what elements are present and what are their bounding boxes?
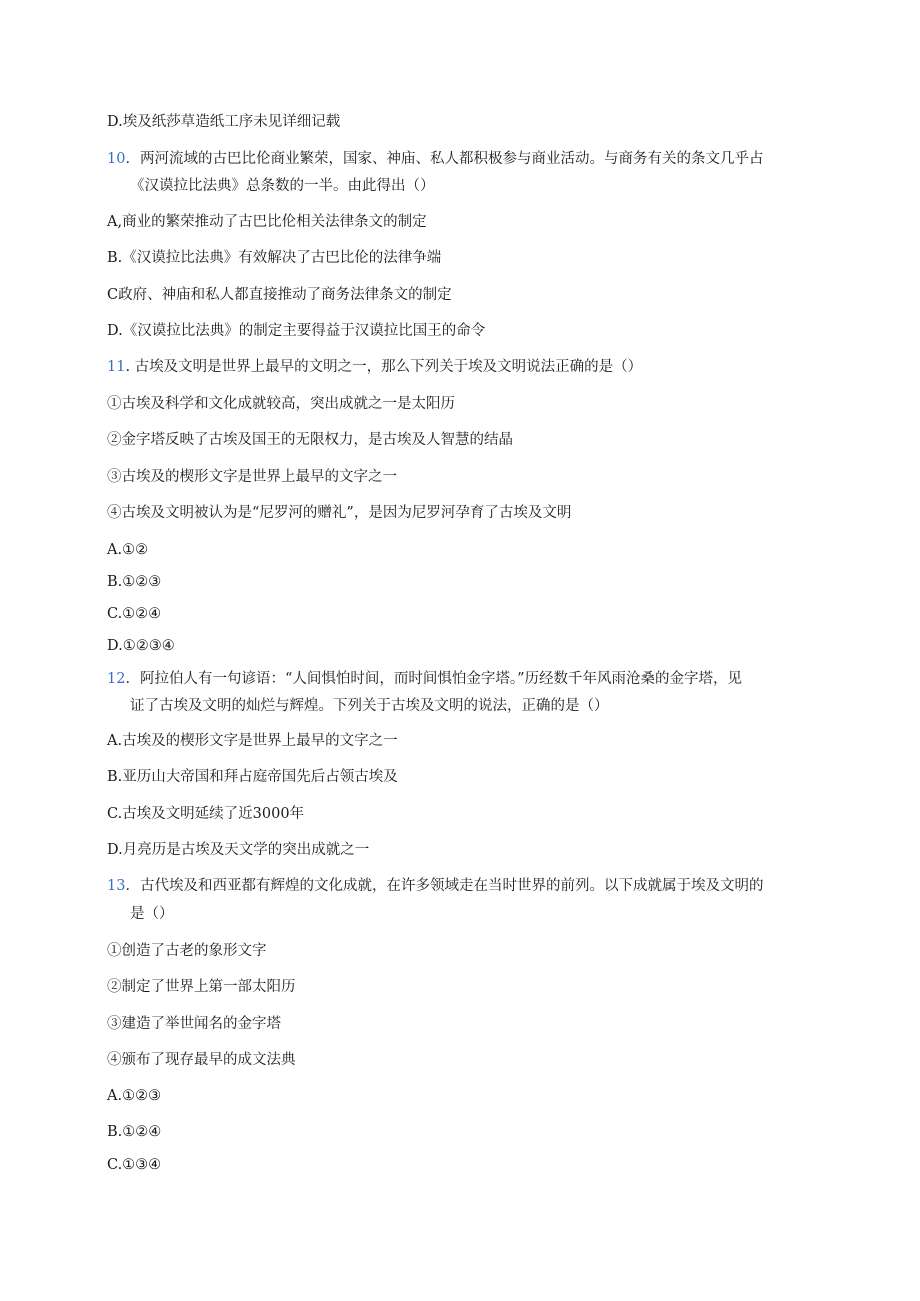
q12-option-a: A.古埃及的楔形文字是世界上最早的文字之一 [107, 733, 398, 749]
q13-text: ．古代埃及和西亚都有辉煌的文化成就，在许多领域走在当时世界的前列。以下成就属于埃及文明的 [125, 878, 764, 894]
q11-option-c: C.①②④ [107, 606, 162, 622]
q13-number: 13 [107, 878, 126, 894]
q12-stem [107, 669, 742, 689]
q10-stem [107, 149, 763, 169]
q13-statement-4: ④颁布了现存最早的成文法典 [107, 1052, 296, 1068]
q11-statement-3: ③古埃及的楔形文字是世界上最早的文字之一 [107, 469, 397, 485]
q13-option-b: B.①②④ [107, 1124, 162, 1140]
q11-statement-2: ②金字塔反映了古埃及国王的无限权力，是古埃及人智慧的结晶 [107, 432, 513, 448]
q13-option-c: C.①③④ [107, 1157, 162, 1173]
q10-stem-continued: 《汉谟拉比法典》总条数的一半。由此得出（） [130, 178, 435, 194]
q13-statement-1: ①创造了古老的象形文字 [107, 943, 267, 959]
q12-text: ．阿拉伯人有一句谚语：“人间惧怕时间，而时间惧怕金字塔。”历经数千年风雨沧桑的金字塔，见 [125, 671, 743, 687]
q11-statement-4: ④古埃及文明被认为是“尼罗河的赠礼”，是因为尼罗河孕育了古埃及文明 [107, 505, 572, 521]
q11-stem [107, 357, 642, 377]
q13-statement-3: ③建造了举世闻名的金字塔 [107, 1016, 281, 1032]
q11-option-b: B.①②③ [107, 574, 162, 590]
q10-option-d: D.《汉谟拉比法典》的制定主要得益于汉谟拉比国王的命令 [107, 323, 486, 339]
q13-stem [107, 876, 763, 896]
q11-statement-1: ①古埃及科学和文化成就较高，突出成就之一是太阳历 [107, 396, 455, 412]
q13-stem-continued: 是（） [130, 906, 174, 922]
q11-option-a: A.①② [107, 542, 149, 558]
q11-number: 11 [107, 359, 126, 375]
q12-number: 12 [107, 671, 126, 687]
q12-option-c: C.古埃及文明延续了近3000年 [107, 806, 305, 822]
q10-number: 10 [107, 151, 126, 167]
q12-option-d: D.月亮历是古埃及天文学的突出成就之一 [107, 842, 370, 858]
q12-option-b: B.亚历山大帝国和拜占庭帝国先后占领古埃及 [107, 769, 398, 785]
q11-text: . 古埃及文明是世界上最早的文明之一，那么下列关于埃及文明说法正确的是（） [125, 359, 643, 375]
q10-option-c: C政府、神庙和私人都直接推动了商务法律条文的制定 [107, 287, 452, 303]
q11-option-d: D.①②③④ [107, 638, 175, 654]
q10-text: ．两河流域的古巴比伦商业繁荣，国家、神庙、私人都积极参与商业活动。与商务有关的条文几乎占 [125, 151, 764, 167]
q10-option-a: A,商业的繁荣推动了古巴比伦相关法律条文的制定 [107, 214, 427, 230]
q9-option-d: D.埃及纸莎草造纸工序未见详细记载 [107, 114, 341, 130]
q13-statement-2: ②制定了世界上第一部太阳历 [107, 979, 296, 995]
q12-stem-continued: 证了古埃及文明的灿烂与辉煌。下列关于古埃及文明的说法，正确的是（） [130, 698, 609, 714]
q13-option-a: A.①②③ [107, 1088, 162, 1104]
q10-option-b: B.《汉谟拉比法典》有效解决了古巴比伦的法律争端 [107, 250, 442, 266]
